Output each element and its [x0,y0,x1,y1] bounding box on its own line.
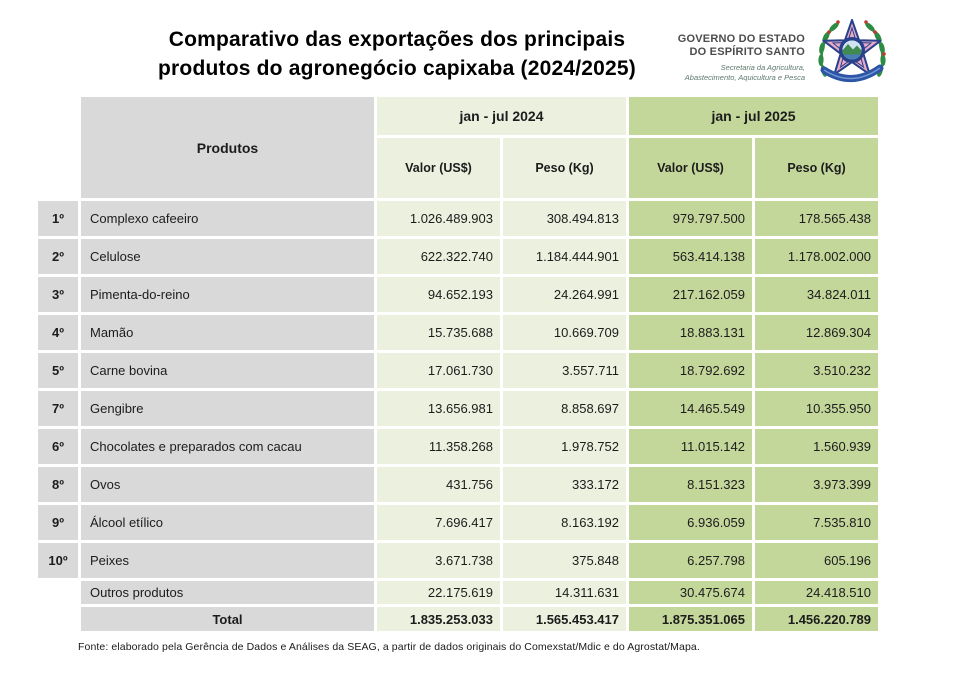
weight-2025-cell: 34.824.011 [755,277,878,312]
product-row [38,505,878,540]
weight-2024-cell: 3.557.711 [503,353,626,388]
rank-cell: 1º [38,201,78,236]
value-2025-cell: 217.162.059 [629,277,752,312]
weight-2025-cell: 24.418.510 [755,581,878,604]
weight-2024-cell: 24.264.991 [503,277,626,312]
value-2025-cell: 14.465.549 [629,391,752,426]
weight-2024-cell: 8.858.697 [503,391,626,426]
weight-2024-cell: 8.163.192 [503,505,626,540]
product-row [38,543,878,578]
value-2024-cell: 431.756 [377,467,500,502]
rank-blank-cell [38,581,78,604]
value-2025-cell: 30.475.674 [629,581,752,604]
weight-2024-cell: 14.311.631 [503,581,626,604]
value-2024-cell: 13.656.981 [377,391,500,426]
government-name-line1: GOVERNO DO ESTADO [677,33,805,45]
government-logo [660,14,895,90]
value-2025-cell: 8.151.323 [629,467,752,502]
rank-header-blank-cell [38,97,78,198]
page-title-line1: Comparativo das exportações dos principais [168,28,626,51]
product-cell: Outros produtos [81,581,374,604]
espirito-santo-coat-of-arms-icon [811,14,893,90]
weight-2025-cell: 3.510.232 [755,353,878,388]
period-2025-header: jan - jul 2025 [629,97,878,135]
secretariat-line2: Abastecimento, Aquicultura e Pesca [684,72,805,82]
product-row [38,391,878,426]
value-2025-cell: 11.015.142 [629,429,752,464]
value-2025-cell: 563.414.138 [629,239,752,274]
value-2024-cell: 1.026.489.903 [377,201,500,236]
value-2024-cell: 11.358.268 [377,429,500,464]
value-2024-cell: 622.322.740 [377,239,500,274]
value-2025-cell: 6.936.059 [629,505,752,540]
total-label-cell: Total [81,607,374,631]
rank-cell: 2º [38,239,78,274]
product-cell: Chocolates e preparados com cacau [81,429,374,464]
secretariat-line1: Secretaria da Agricultura, [720,63,805,72]
weight-2024-cell: 1.978.752 [503,429,626,464]
weight-2024-cell: 333.172 [503,467,626,502]
weight-2024-cell: 10.669.709 [503,315,626,350]
total-row [38,607,878,631]
product-cell: Mamão [81,315,374,350]
product-row [38,277,878,312]
government-logo-text [660,14,805,82]
page-title [58,25,736,83]
value-2024-cell: 22.175.619 [377,581,500,604]
product-cell: Ovos [81,467,374,502]
total-weight-2024-cell: 1.565.453.417 [503,607,626,631]
product-cell: Complexo cafeeiro [81,201,374,236]
product-row [38,429,878,464]
other-products-row [38,581,878,604]
rank-cell: 8º [38,467,78,502]
value-2024-cell: 17.061.730 [377,353,500,388]
table-header-year-row [38,97,878,135]
government-name-line2: DO ESPÍRITO SANTO [689,46,805,58]
product-cell: Celulose [81,239,374,274]
rank-blank-cell [38,607,78,631]
value-2025-cell: 979.797.500 [629,201,752,236]
value-2025-cell: 18.792.692 [629,353,752,388]
rank-cell: 3º [38,277,78,312]
rank-cell: 9º [38,505,78,540]
weight-2025-cell: 1.560.939 [755,429,878,464]
weight-2025-cell: 3.973.399 [755,467,878,502]
product-row [38,239,878,274]
rank-cell: 6º [38,429,78,464]
weight-2024-cell: 375.848 [503,543,626,578]
value-2024-cell: 3.671.738 [377,543,500,578]
weight-2025-cell: 605.196 [755,543,878,578]
value-2025-header: Valor (US$) [629,138,752,198]
weight-2025-cell: 1.178.002.000 [755,239,878,274]
value-2024-header: Valor (US$) [377,138,500,198]
product-row [38,315,878,350]
weight-2025-cell: 10.355.950 [755,391,878,426]
product-cell: Álcool etílico [81,505,374,540]
value-2024-cell: 7.696.417 [377,505,500,540]
page-title-line2: produtos do agronegócio capixaba (2024/2025) [158,57,636,80]
product-cell: Carne bovina [81,353,374,388]
exports-comparison-table [35,94,881,634]
weight-2025-cell: 12.869.304 [755,315,878,350]
weight-2025-cell: 178.565.438 [755,201,878,236]
rank-cell: 4º [38,315,78,350]
total-weight-2025-cell: 1.456.220.789 [755,607,878,631]
product-cell: Pimenta-do-reino [81,277,374,312]
total-value-2025-cell: 1.875.351.065 [629,607,752,631]
rank-cell: 10º [38,543,78,578]
source-note: Fonte: elaborado pela Gerência de Dados e Análises da SEAG, a partir de dados originais do Comexstat/Mdic e do Agrostat/Mapa. [78,641,700,653]
rank-cell: 7º [38,391,78,426]
total-value-2024-cell: 1.835.253.033 [377,607,500,631]
period-2024-header: jan - jul 2024 [377,97,626,135]
weight-2024-header: Peso (Kg) [503,138,626,198]
product-row [38,353,878,388]
weight-2024-cell: 308.494.813 [503,201,626,236]
weight-2025-cell: 7.535.810 [755,505,878,540]
weight-2025-header: Peso (Kg) [755,138,878,198]
value-2025-cell: 6.257.798 [629,543,752,578]
value-2024-cell: 94.652.193 [377,277,500,312]
value-2025-cell: 18.883.131 [629,315,752,350]
products-column-header: Produtos [81,97,374,198]
value-2024-cell: 15.735.688 [377,315,500,350]
product-row [38,467,878,502]
weight-2024-cell: 1.184.444.901 [503,239,626,274]
product-cell: Gengibre [81,391,374,426]
coat-of-arms-svg [811,14,893,90]
product-cell: Peixes [81,543,374,578]
rank-cell: 5º [38,353,78,388]
product-row [38,201,878,236]
